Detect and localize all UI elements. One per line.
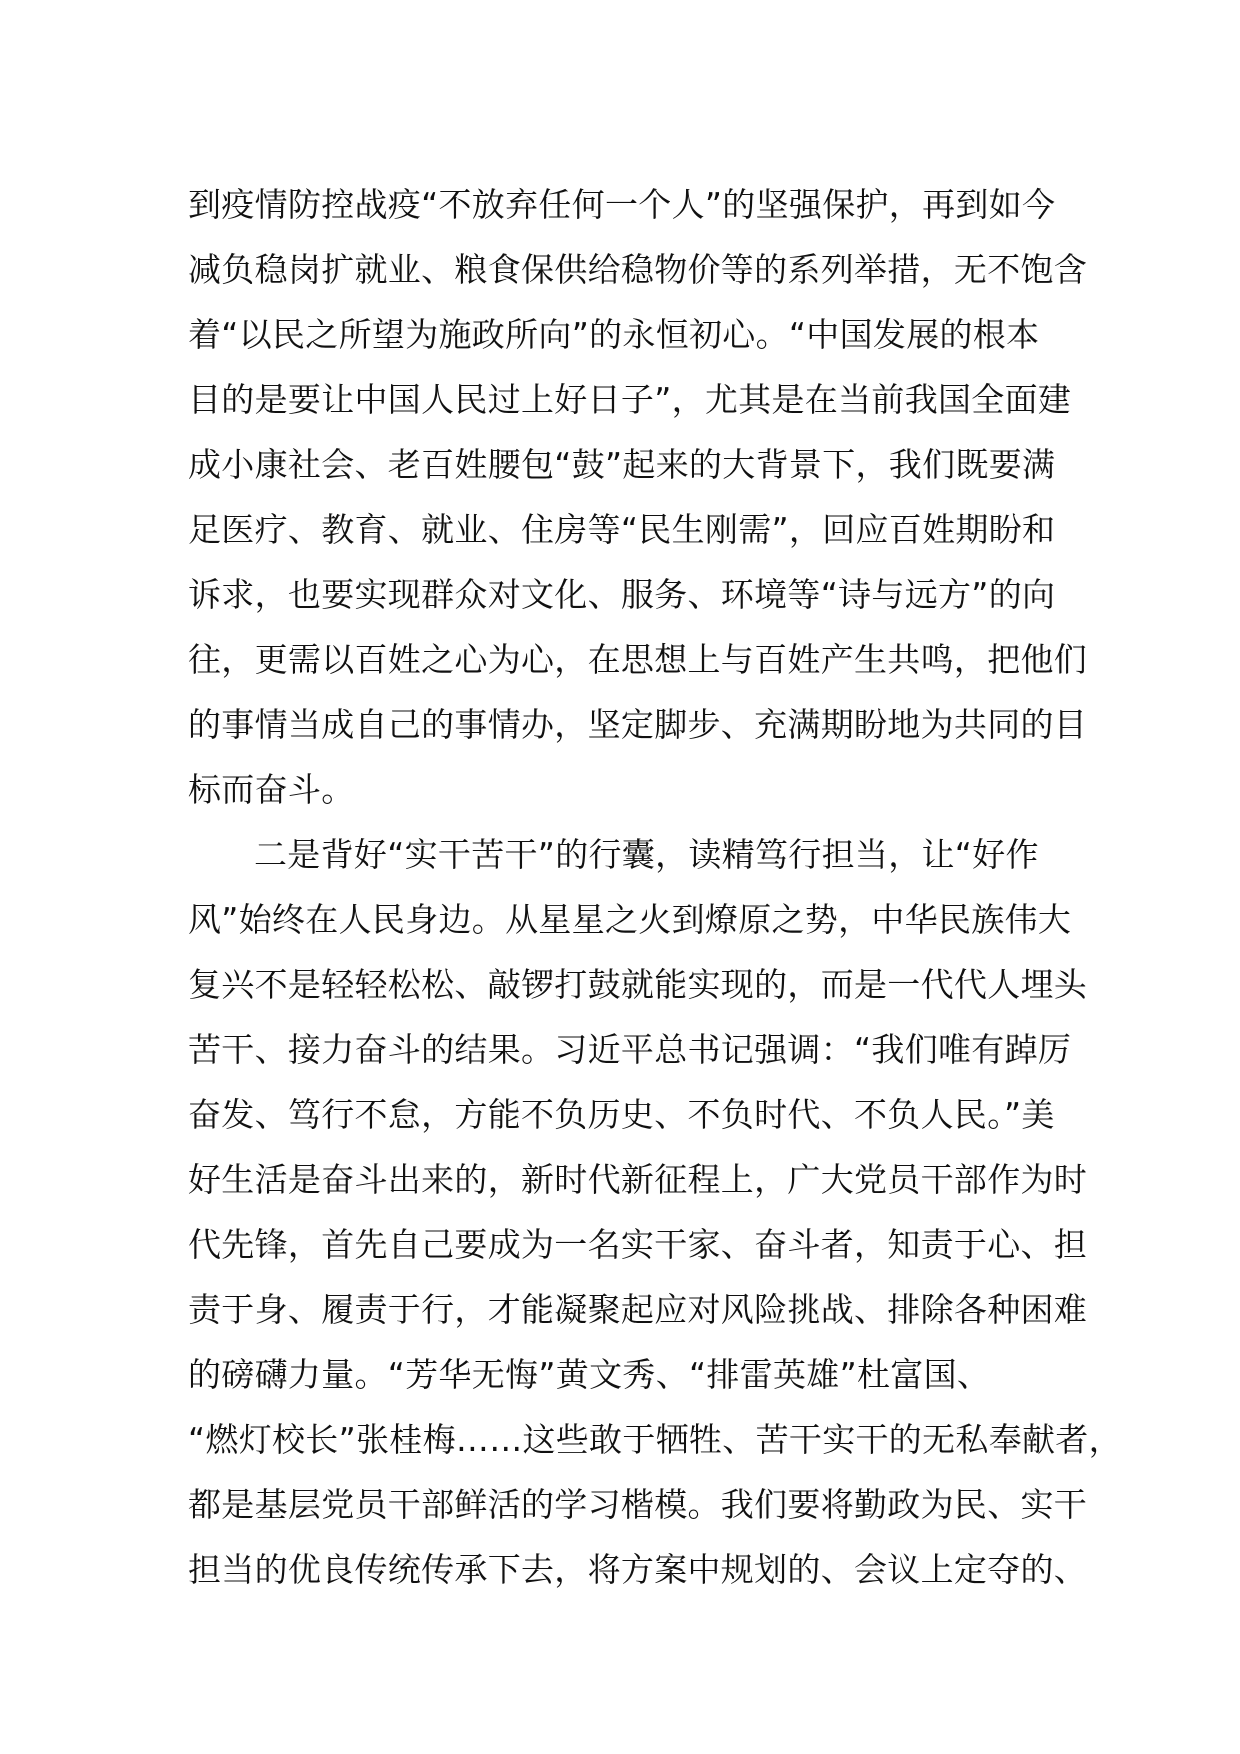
text-line: 着“以民之所望为施政所向”的永恒初心。“中国发展的根本 xyxy=(188,315,1040,354)
text-line: 成小康社会、老百姓腰包“鼓”起来的大背景下，我们既要满 xyxy=(188,445,1056,484)
text-line: 的事情当成自己的事情办，坚定脚步、充满期盼地为共同的目 xyxy=(188,705,1088,744)
text-line: 到疫情防控战疫“不放弃任何一个人”的坚强保护，再到如今 xyxy=(188,185,1056,224)
body-text xyxy=(188,172,1122,1602)
text-line: 目的是要让中国人民过上好日子”，尤其是在当前我国全面建 xyxy=(188,380,1072,419)
text-line: 足医疗、教育、就业、住房等“民生刚需”，回应百姓期盼和 xyxy=(188,510,1056,549)
text-line: 奋发、笃行不怠，方能不负历史、不负时代、不负人民。”美 xyxy=(188,1095,1055,1134)
text-line: 减负稳岗扩就业、粮食保供给稳物价等的系列举措，无不饱含 xyxy=(188,250,1088,289)
text-line: 担当的优良传统传承下去，将方案中规划的、会议上定夺的、 xyxy=(188,1550,1088,1589)
text-line: 风”始终在人民身边。从星星之火到燎原之势，中华民族伟大 xyxy=(188,900,1072,939)
text-line: 复兴不是轻轻松松、敲锣打鼓就能实现的，而是一代代人埋头 xyxy=(188,965,1088,1004)
text-line: 诉求，也要实现群众对文化、服务、环境等“诗与远方”的向 xyxy=(188,575,1056,614)
text-line: 责于身、履责于行，才能凝聚起应对风险挑战、排除各种困难 xyxy=(188,1290,1088,1329)
text-line: 苦干、接力奋斗的结果。习近平总书记强调：“我们唯有踔厉 xyxy=(188,1030,1072,1069)
text-line: 代先锋，首先自己要成为一名实干家、奋斗者，知责于心、担 xyxy=(188,1225,1088,1264)
text-line: 的磅礴力量。“芳华无悔”黄文秀、“排雷英雄”杜富国、 xyxy=(188,1355,991,1394)
text-line: 往，更需以百姓之心为心，在思想上与百姓产生共鸣，把他们 xyxy=(188,640,1088,679)
text-line: 都是基层党员干部鲜活的学习楷模。我们要将勤政为民、实干 xyxy=(188,1485,1088,1524)
text-line: “燃灯校长”张桂梅……这些敢于牺牲、苦干实干的无私奉献者， xyxy=(188,1420,1122,1459)
text-line: 好生活是奋斗出来的，新时代新征程上，广大党员干部作为时 xyxy=(188,1160,1088,1199)
paragraph-start-line: 二是背好“实干苦干”的行囊，读精笃行担当，让“好作 xyxy=(254,835,1039,874)
text-line: 标而奋斗。 xyxy=(188,770,355,809)
